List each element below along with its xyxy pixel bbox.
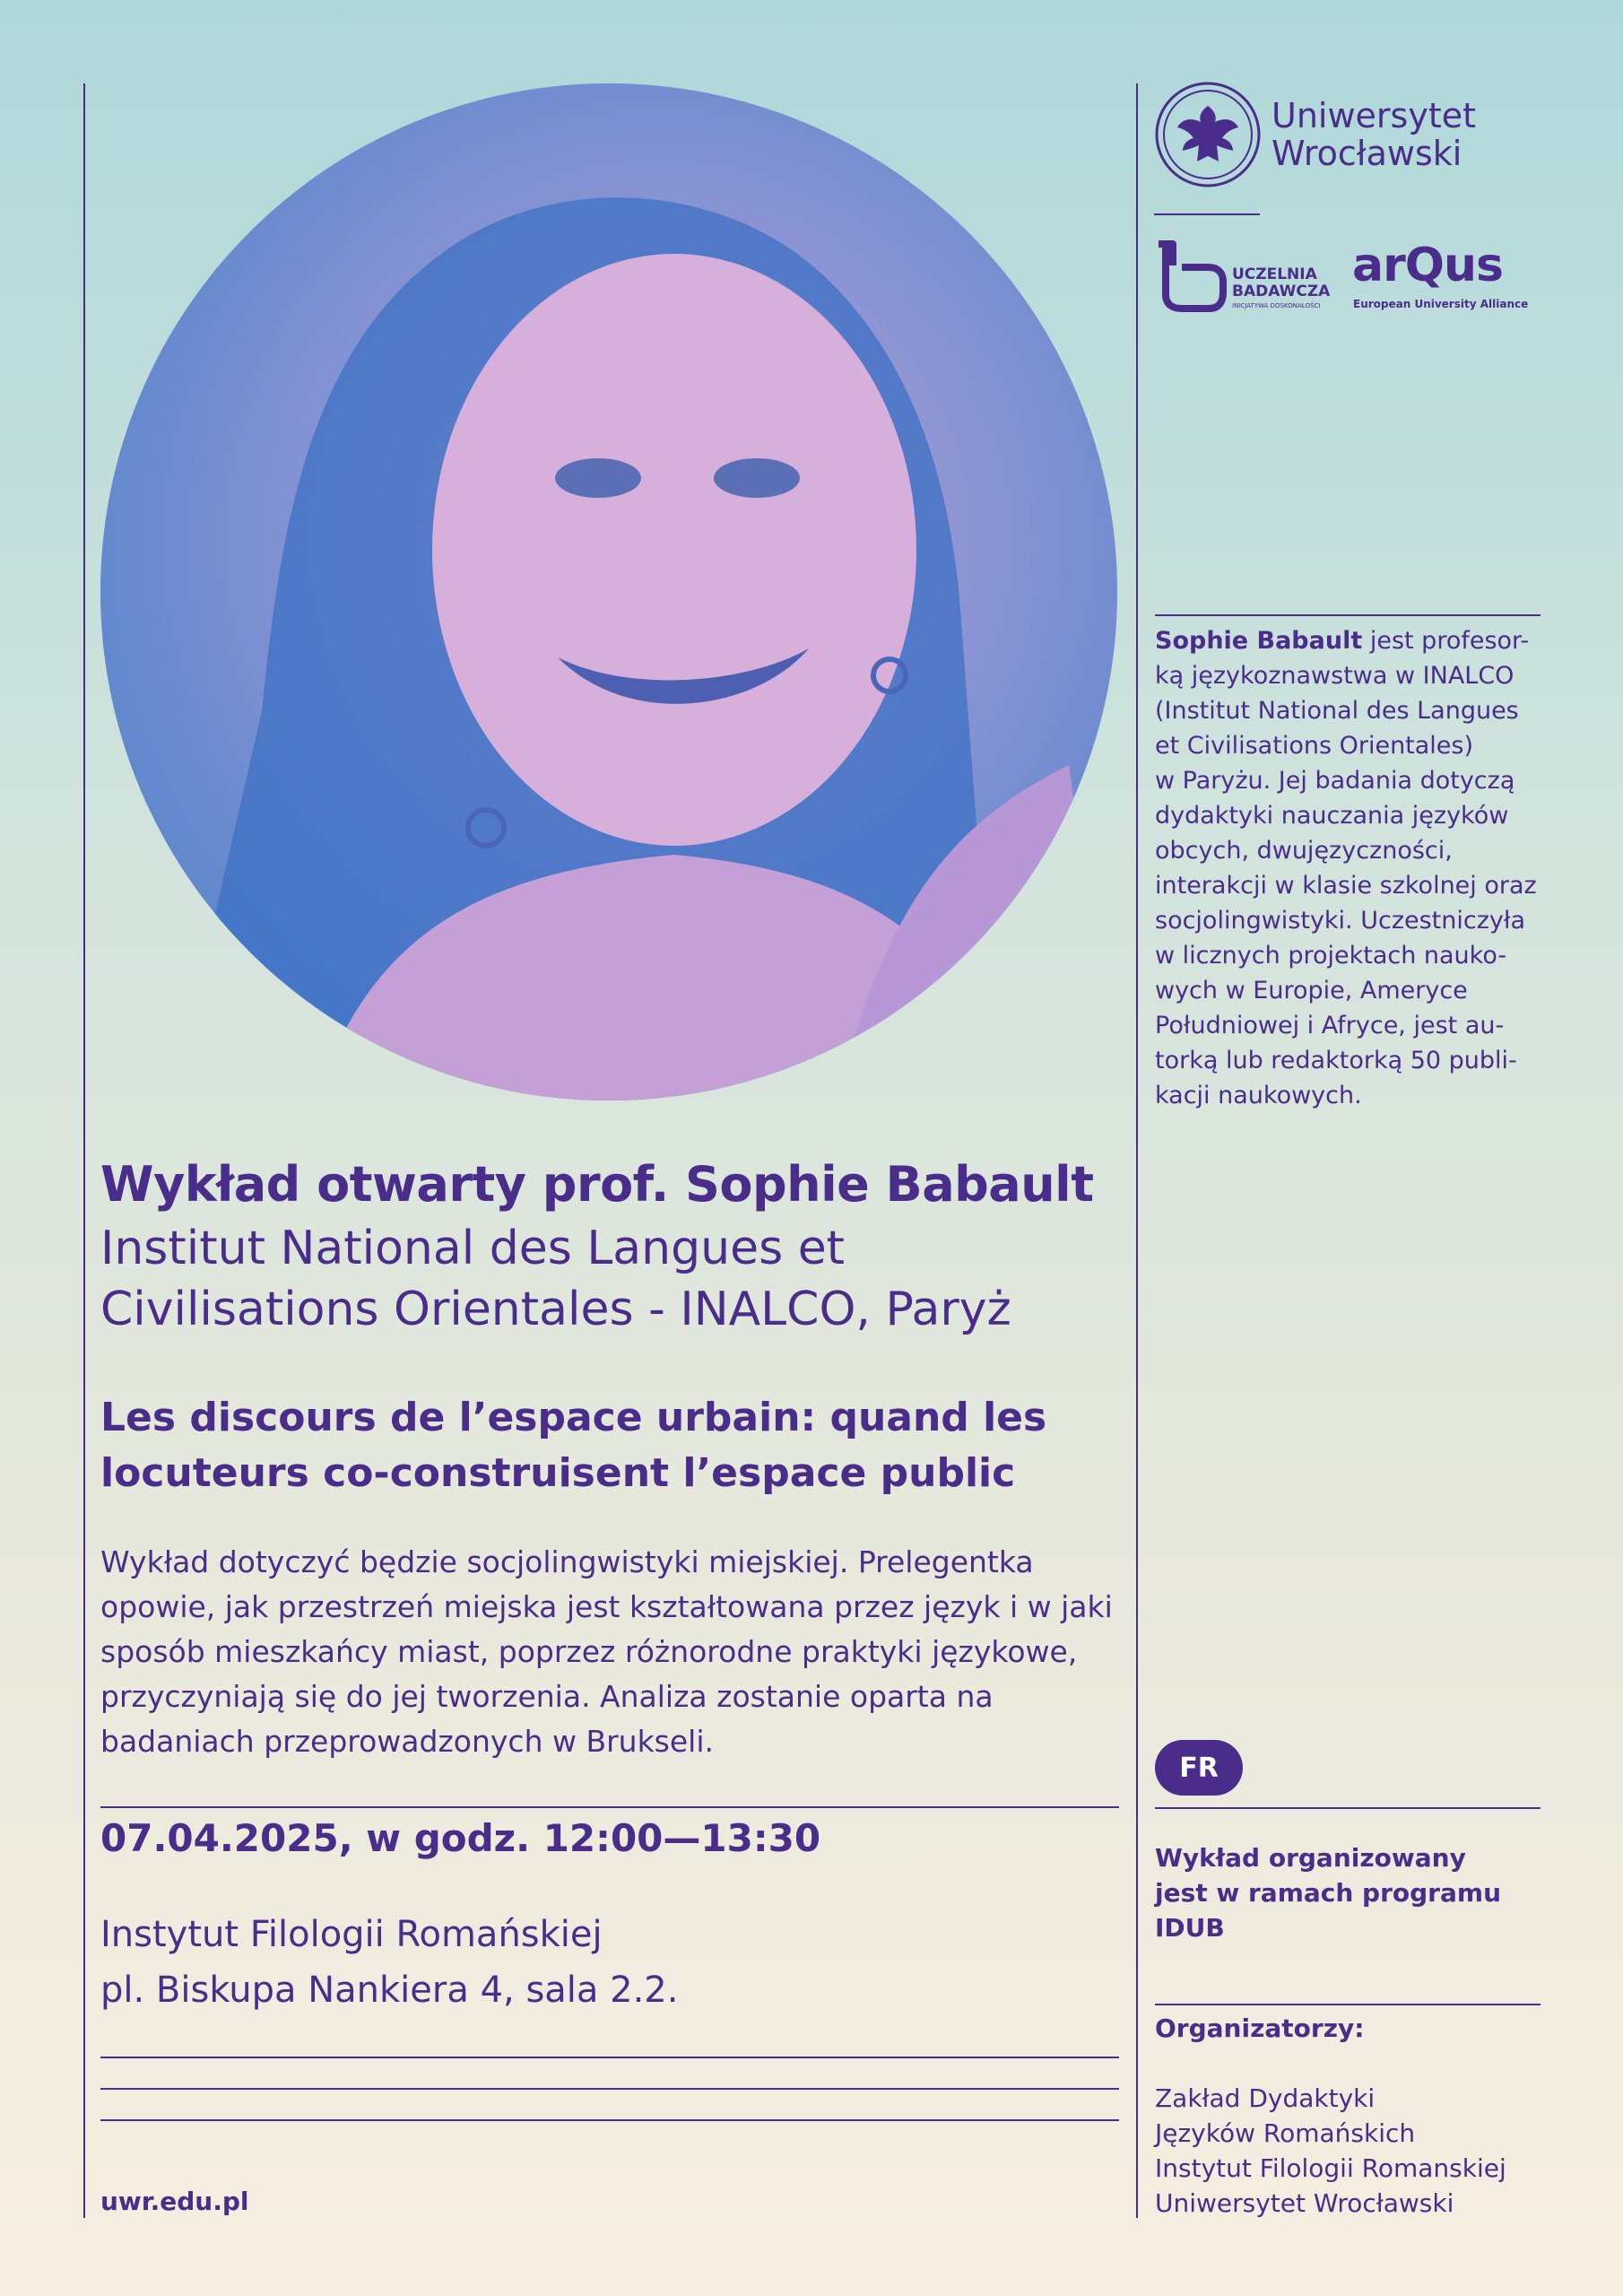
website-link[interactable]: uwr.edu.pl	[100, 2187, 249, 2216]
left-vertical-rule	[83, 83, 85, 2218]
divider	[100, 1806, 1119, 1808]
bio-line: interakcji w klasie szkolnej oraz	[1155, 872, 1537, 900]
bio-line: w Paryżu. Jej badania dotyczą	[1155, 767, 1515, 795]
university-logo	[1154, 81, 1262, 188]
description-line: przyczyniają się do jej tworzenia. Analiza zostanie oparta na	[100, 1679, 994, 1714]
idub-logo-mark	[1153, 240, 1227, 312]
lecture-title	[100, 1390, 1123, 1501]
event-datetime: 07.04.2025, w godz. 12:00—13:30	[100, 1816, 821, 1860]
subtitle-line: Civilisations Orientales - INALCO, Paryż	[100, 1283, 1011, 1336]
bio-line: dydaktyki nauczania języków	[1155, 802, 1509, 830]
venue-line: Instytut Filologii Romańskiej	[100, 1914, 603, 1955]
idub-logo-text	[1232, 266, 1330, 300]
bio-line: wych w Europie, Ameryce	[1155, 977, 1468, 1004]
logo-divider	[1154, 213, 1260, 215]
speaker-portrait	[100, 83, 1117, 1100]
divider	[100, 2119, 1119, 2121]
event-venue	[100, 1907, 678, 2018]
bio-line: ką językoznawstwa w INALCO	[1155, 662, 1515, 690]
organizer-line: Uniwersytet Wrocławski	[1155, 2188, 1454, 2218]
bio-line: kacji naukowych.	[1155, 1082, 1362, 1109]
description-line: sposób mieszkańcy miast, poprzez różnorodne praktyki językowe,	[100, 1634, 1078, 1669]
idub-text-line: UCZELNIA	[1232, 265, 1317, 283]
bio-line: w licznych projektach nauko-	[1155, 942, 1507, 970]
bio-line: torką lub redaktorką 50 publi-	[1155, 1047, 1517, 1074]
university-name	[1271, 97, 1476, 172]
program-top-rule	[1155, 1807, 1541, 1809]
lecture-heading: Wykład otwarty prof. Sophie Babault	[100, 1156, 1094, 1213]
organizer-line: Instytut Filologii Romanskiej	[1155, 2153, 1506, 2183]
venue-line: pl. Biskupa Nankiera 4, sala 2.2.	[100, 1970, 679, 2011]
description-line: Wykład dotyczyć będzie socjolingwistyki miejskiej. Prelegentka	[100, 1544, 1034, 1579]
idub-logo-subtext: INICJATYWA DOSKONAŁOŚCI	[1232, 302, 1321, 309]
subtitle-line: Institut National des Langues et	[100, 1222, 846, 1275]
description-line: badaniach przeprowadzonych w Brukseli.	[100, 1724, 715, 1759]
divider	[100, 2057, 1119, 2058]
university-name-line: Uniwersytet	[1271, 96, 1476, 135]
organizers-top-rule	[1155, 2004, 1541, 2005]
middle-vertical-rule	[1136, 83, 1138, 2218]
program-info	[1155, 1840, 1541, 1945]
institution-subtitle	[100, 1218, 1123, 1340]
bio-line: (Institut National des Langues	[1155, 697, 1519, 725]
program-line: jest w ramach programu	[1155, 1878, 1501, 1908]
program-line: Wykład organizowany	[1155, 1843, 1466, 1873]
divider	[100, 2088, 1119, 2090]
organizers-list	[1155, 2081, 1576, 2221]
bio-line: obcych, dwujęzyczności,	[1155, 837, 1453, 865]
bio-line: socjolingwistyki. Uczestniczyła	[1155, 907, 1526, 935]
bio-line-rest: jest profesor-	[1362, 627, 1530, 655]
organizer-line: Zakład Dydaktyki	[1155, 2083, 1376, 2113]
idub-icon	[1153, 240, 1227, 312]
language-badge: FR	[1155, 1740, 1243, 1796]
lecture-title-line: locuteurs co-construisent l’espace public	[100, 1450, 1016, 1496]
idub-text-line: BADAWCZA	[1232, 283, 1331, 300]
organizer-line: Języków Romańskich	[1155, 2118, 1416, 2148]
organizers-label: Organizatorzy:	[1155, 2013, 1365, 2043]
bio-line	[1155, 623, 1541, 658]
program-line: IDUB	[1155, 1913, 1225, 1943]
university-name-line: Wrocławski	[1271, 134, 1462, 173]
arqus-logo: arQus	[1352, 239, 1503, 292]
eagle-crest-icon	[1154, 81, 1262, 188]
lecture-description	[100, 1540, 1123, 1764]
speaker-bio	[1155, 623, 1541, 1113]
lecture-title-line: Les discours de l’espace urbain: quand les	[100, 1395, 1047, 1440]
bio-top-rule	[1155, 614, 1541, 616]
arqus-tagline: European University Alliance	[1353, 298, 1529, 310]
description-line: opowie, jak przestrzeń miejska jest kształtowana przez język i w jaki	[100, 1589, 1113, 1624]
bio-line: et Civilisations Orientales)	[1155, 732, 1474, 760]
speaker-name: Sophie Babault	[1155, 627, 1363, 655]
bio-line: Południowej i Afryce, jest au-	[1155, 1012, 1505, 1039]
